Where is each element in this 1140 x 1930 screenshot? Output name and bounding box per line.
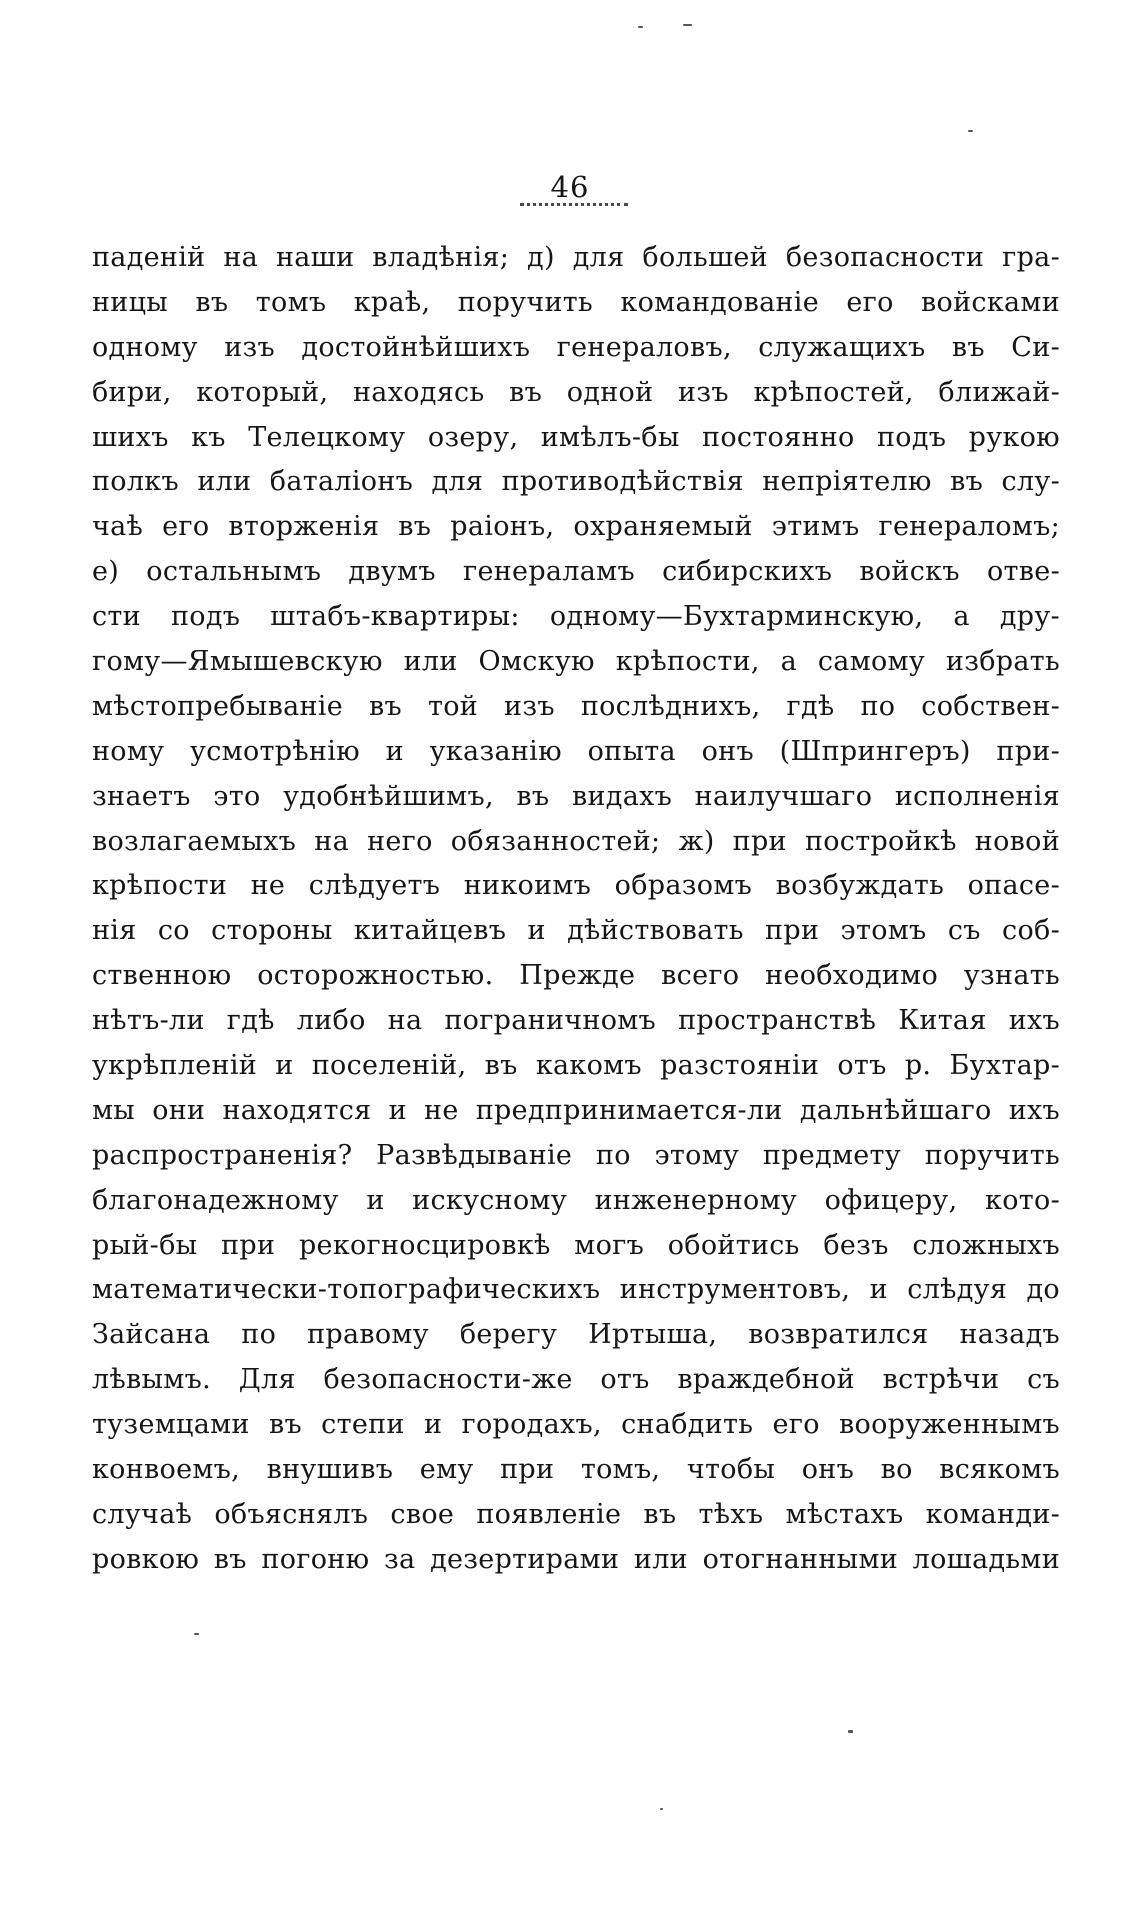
page-number: 46	[550, 170, 590, 204]
text-line: шихъ къ Телецкому озеру, имѣлъ-бы постоянно подъ рукою	[92, 421, 1060, 453]
text-line: бири, который, находясь въ одной изъ крѣпостей, ближай-	[92, 376, 1060, 408]
text-line: полкъ или баталіонъ для противодѣйствія непріятелю въ слу-	[92, 466, 1060, 498]
scan-speck	[660, 1808, 663, 1810]
text-line: возлагаемыхъ на него обязанностей; ж) при постройкѣ новой	[92, 825, 1060, 857]
text-line: математически-топографическихъ инструментовъ, и слѣдуя до	[92, 1274, 1060, 1306]
text-line: е) остальнымъ двумъ генераламъ сибирскихъ войскъ отве-	[92, 556, 1060, 588]
page-number-underline	[520, 203, 628, 206]
scan-speck	[848, 1730, 853, 1733]
text-line: гому—Ямышевскую или Омскую крѣпости, а самому избрать	[92, 646, 1060, 678]
text-line: мѣстопребываніе въ той изъ послѣднихъ, гдѣ по собствен-	[92, 690, 1060, 722]
body-text	[92, 236, 1060, 1583]
scan-speck	[638, 26, 643, 28]
text-line: рый-бы при рекогносцировкѣ могъ обойтись безъ сложныхъ	[92, 1229, 1060, 1261]
text-line: ственною осторожностью. Прежде всего необходимо узнать	[92, 960, 1060, 992]
text-line: случаѣ объяснялъ свое появленіе въ тѣхъ мѣстахъ команди-	[92, 1498, 1060, 1530]
text-line: мы они находятся и не предпринимается-ли дальнѣйшаго ихъ	[92, 1094, 1060, 1126]
text-line: сти подъ штабъ-квартиры: одному—Бухтарминскую, а дру-	[92, 601, 1060, 633]
text-line: крѣпости не слѣдуетъ никоимъ образомъ возбуждать опасе-	[92, 870, 1060, 902]
text-line: паденій на наши владѣнія; д) для большей безопасности гра-	[92, 242, 1060, 273]
text-line: ницы въ томъ краѣ, поручить командованіе его войсками	[92, 286, 1060, 318]
text-line: нѣтъ-ли гдѣ либо на пограничномъ пространствѣ Китая ихъ	[92, 1005, 1060, 1037]
text-line: распространенія? Развѣдываніе по этому предмету поручить	[92, 1139, 1060, 1171]
text-line: лѣвымъ. Для безопасности-же отъ враждебной встрѣчи съ	[92, 1364, 1060, 1396]
text-line: нія со стороны китайцевъ и дѣйствовать при этомъ съ соб-	[92, 915, 1060, 947]
text-line: Зайсана по правому берегу Иртыша, возвратился назадъ	[92, 1319, 1060, 1351]
text-line: конвоемъ, внушивъ ему при томъ, чтобы онъ во всякомъ	[92, 1454, 1060, 1486]
text-line: ровкою въ погоню за дезертирами или отогнанными лошадьми	[92, 1543, 1060, 1575]
text-line: чаѣ его вторженія въ раіонъ, охраняемый этимъ генераломъ;	[92, 511, 1060, 543]
text-line: одному изъ достойнѣйшихъ генераловъ, служащихъ въ Си-	[92, 331, 1060, 363]
scan-speck	[968, 130, 973, 132]
scan-speck	[194, 1633, 199, 1635]
text-line: благонадежному и искусному инженерному офицеру, кото-	[92, 1184, 1060, 1216]
text-line: туземцами въ степи и городахъ, снабдить его вооруженнымъ	[92, 1409, 1060, 1441]
text-line: знаетъ это удобнѣйшимъ, въ видахъ наилучшаго исполненія	[92, 780, 1060, 812]
text-line: ному усмотрѣнію и указанію опыта онъ (Шпрингеръ) при-	[92, 735, 1060, 767]
scan-speck	[683, 24, 692, 26]
text-line: укрѣпленій и поселеній, въ какомъ разстояніи отъ р. Бухтар-	[92, 1050, 1060, 1082]
